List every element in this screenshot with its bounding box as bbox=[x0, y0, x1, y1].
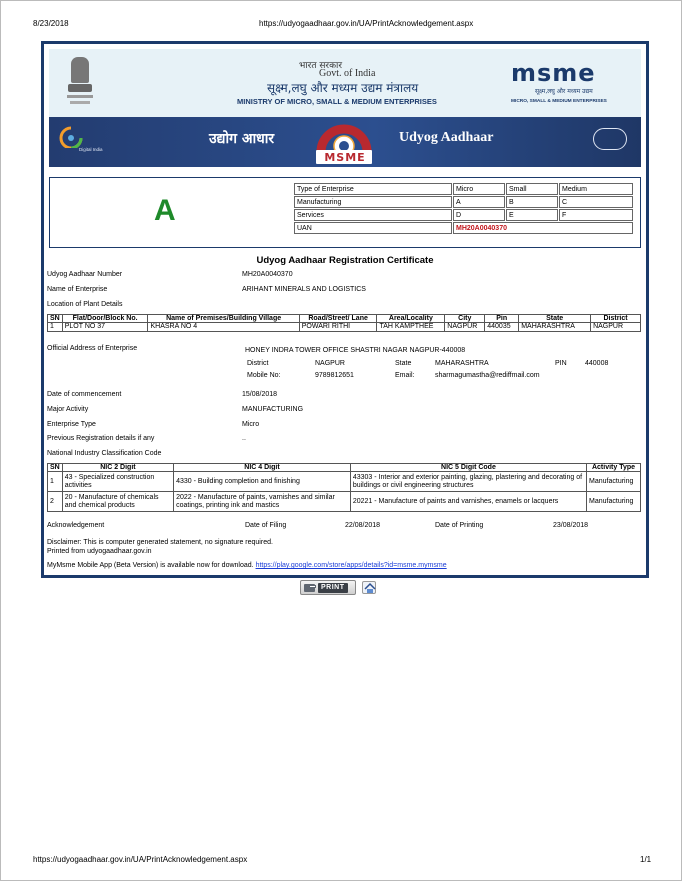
plant-location-label: Location of Plant Details bbox=[47, 301, 123, 308]
state-value: MAHARASHTRA bbox=[435, 360, 489, 367]
district-value: NAGPUR bbox=[315, 360, 345, 367]
table-header-row: SN Flat/Door/Block No. Name of Premises/Building Village Road/Street/ Lane Area/Locality City Pin State District bbox=[48, 315, 641, 323]
email-label: Email: bbox=[395, 372, 415, 379]
nic-label: National Industry Classification Code bbox=[47, 450, 162, 457]
table-row: 1 43 - Specialized construction activities 4330 - Building completion and finishing 43303 - Interior and exterior painting, glazing, plastering and decorating of buildings or civil engineering structures Manufacturing bbox=[48, 472, 641, 492]
seal-label: MSME bbox=[324, 151, 366, 164]
table-header-row: SN NIC 2 Digit NIC 4 Digit NIC 5 Digit Code Activity Type bbox=[48, 464, 641, 472]
digital-india-label: Digital India bbox=[79, 147, 103, 152]
email-value: sharmagumastha@rediffmail.com bbox=[435, 372, 540, 379]
plant-details-table bbox=[47, 314, 641, 332]
pin-value: 440008 bbox=[585, 360, 609, 367]
uan-label: UAN bbox=[294, 222, 452, 234]
certificate-frame bbox=[41, 41, 649, 578]
msme-logo: msme bbox=[511, 59, 596, 87]
udyog-number-value: MH20A0040370 bbox=[242, 271, 293, 278]
ministry-hindi: सूक्ष्म,लघु और मध्यम उद्यम मंत्रालय bbox=[267, 81, 419, 95]
table-row: Type of Enterprise Micro Small Medium bbox=[294, 183, 633, 195]
ministry-banner bbox=[49, 49, 641, 117]
gov-english: Govt. of India bbox=[319, 68, 376, 79]
table-row: 1 PLOT NO 37 KHASRA NO 4 POWARI RITHI TAH KAMPTHEE NAGPUR 440035 MAHARASHTRA NAGPUR bbox=[48, 323, 641, 332]
table-row bbox=[294, 222, 633, 234]
gov-hindi: भारत सरकार bbox=[299, 61, 343, 71]
udyog-english: Udyog Aadhaar bbox=[399, 130, 494, 145]
acknowledgement-label: Acknowledgement bbox=[47, 522, 105, 529]
major-activity-label: Major Activity bbox=[47, 406, 89, 413]
page-number: 1/1 bbox=[640, 855, 652, 864]
udyog-hindi: उद्योग आधार bbox=[209, 131, 275, 147]
enterprise-type-section bbox=[49, 177, 641, 248]
udyog-number-label: Udyog Aadhaar Number bbox=[47, 271, 123, 278]
printed-from: Printed from udyogaadhaar.gov.in bbox=[47, 548, 152, 555]
printing-date-label: Date of Printing bbox=[435, 522, 484, 529]
print-button[interactable] bbox=[300, 580, 356, 595]
home-button[interactable] bbox=[362, 581, 376, 594]
major-activity-value: MANUFACTURING bbox=[242, 406, 304, 413]
home-icon bbox=[363, 582, 377, 595]
printing-date-value: 23/08/2018 bbox=[553, 522, 589, 529]
msme-sub-english: MICRO, SMALL & MEDIUM ENTERPRISES bbox=[511, 99, 607, 104]
previous-registration-label: Previous Registration details if any bbox=[47, 435, 155, 442]
pin-label: PIN bbox=[555, 360, 567, 367]
commencement-label: Date of commencement bbox=[47, 391, 122, 398]
table-row: Services D E F bbox=[294, 209, 633, 221]
mobile-app-link[interactable]: https://play.google.com/store/apps/details?id=msme.mymsme bbox=[255, 562, 447, 569]
print-button-label: PRINT bbox=[318, 583, 348, 593]
print-date: 8/23/2018 bbox=[33, 19, 69, 28]
table-row: 2 20 - Manufacture of chemicals and chemical products 2022 - Manufacture of paints, varnishes and similar coatings, printing ink and mastics 20221 - Manufacture of paints and varnishes, enamels or lacquers Manufacturing bbox=[48, 492, 641, 512]
msme-sub-hindi: सूक्ष्म,लघु और मध्यम उद्यम bbox=[535, 88, 593, 95]
national-emblem-icon bbox=[67, 57, 93, 109]
campaign-logo-icon bbox=[593, 128, 627, 150]
mobile-label: Mobile No: bbox=[247, 372, 281, 379]
mobile-app-notice bbox=[47, 562, 447, 569]
certificate-title: Udyog Aadhaar Registration Certificate bbox=[256, 255, 434, 266]
nic-table bbox=[47, 463, 641, 512]
uan-value: MH20A0040370 bbox=[453, 222, 633, 234]
official-address-label: Official Address of Enterprise bbox=[47, 345, 138, 352]
mobile-value: 9789812651 bbox=[315, 372, 354, 379]
digital-india-icon bbox=[59, 126, 83, 148]
official-address-value: HONEY INDRA TOWER OFFICE SHASTRI NAGAR NAGPUR-440008 bbox=[245, 347, 466, 354]
enterprise-type-table bbox=[293, 182, 634, 235]
district-label: District bbox=[247, 360, 269, 367]
filing-date-value: 22/08/2018 bbox=[345, 522, 381, 529]
previous-registration-value: .. bbox=[242, 435, 246, 442]
udyog-aadhaar-banner bbox=[49, 117, 641, 167]
enterprise-type-label: Enterprise Type bbox=[47, 421, 96, 428]
enterprise-name-value: ARIHANT MINERALS AND LOGISTICS bbox=[242, 286, 366, 293]
print-url-top: https://udyogaadhaar.gov.in/UA/PrintAcknowledgement.aspx bbox=[259, 19, 474, 28]
enterprise-name-label: Name of Enterprise bbox=[47, 286, 108, 293]
commencement-value: 15/08/2018 bbox=[242, 391, 278, 398]
print-url-bottom: https://udyogaadhaar.gov.in/UA/PrintAcknowledgement.aspx bbox=[33, 855, 248, 864]
category-letter: A bbox=[154, 194, 176, 227]
enterprise-type-value: Micro bbox=[242, 421, 260, 428]
state-label: State bbox=[395, 360, 412, 367]
ministry-english: MINISTRY OF MICRO, SMALL & MEDIUM ENTERPRISES bbox=[237, 97, 437, 106]
table-row: Manufacturing A B C bbox=[294, 196, 633, 208]
filing-date-label: Date of Filing bbox=[245, 522, 287, 529]
printer-icon bbox=[304, 584, 315, 592]
mobile-app-text: MyMsme Mobile App (Beta Version) is available now for download. bbox=[47, 562, 254, 569]
disclaimer: Disclaimer: This is computer generated statement, no signature required. bbox=[47, 539, 273, 546]
